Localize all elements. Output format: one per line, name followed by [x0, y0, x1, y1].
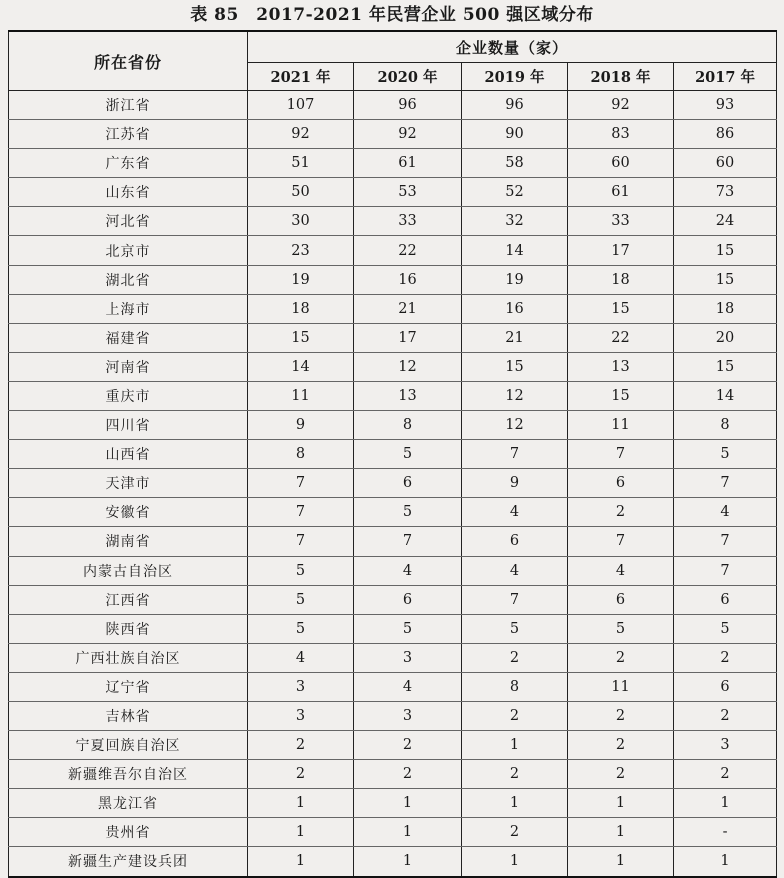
value-cell: 6	[354, 469, 462, 498]
value-cell: 52	[462, 178, 568, 207]
value-cell: 7	[568, 440, 674, 469]
table-row	[9, 498, 777, 527]
value-cell: 3	[248, 701, 354, 730]
value-cell: 14	[248, 352, 354, 381]
value-cell: 12	[462, 381, 568, 410]
value-cell: 92	[354, 120, 462, 149]
year-header-2020: 2020 年	[354, 63, 462, 91]
value-cell: 8	[674, 411, 777, 440]
province-cell: 新疆生产建设兵团	[9, 847, 248, 877]
table-row	[9, 818, 777, 847]
value-cell: 2	[674, 643, 777, 672]
header-row-group	[9, 31, 777, 63]
value-cell: 2	[462, 701, 568, 730]
value-cell: 2	[674, 701, 777, 730]
province-column-header: 所在省份	[9, 31, 248, 91]
value-cell: 3	[674, 731, 777, 760]
value-cell: 51	[248, 149, 354, 178]
province-cell: 河北省	[9, 207, 248, 236]
value-cell: 1	[568, 789, 674, 818]
value-cell: 17	[568, 236, 674, 265]
value-cell: 22	[568, 323, 674, 352]
table-row	[9, 614, 777, 643]
value-cell: 15	[568, 294, 674, 323]
value-cell: 8	[462, 672, 568, 701]
province-cell: 江苏省	[9, 120, 248, 149]
value-cell: 11	[248, 381, 354, 410]
value-cell: 5	[248, 556, 354, 585]
province-cell: 内蒙古自治区	[9, 556, 248, 585]
value-cell: 23	[248, 236, 354, 265]
province-cell: 福建省	[9, 323, 248, 352]
table-row	[9, 352, 777, 381]
value-cell: 2	[568, 498, 674, 527]
value-cell: 5	[462, 614, 568, 643]
value-cell: 5	[354, 614, 462, 643]
province-cell: 广东省	[9, 149, 248, 178]
value-cell: 2	[674, 760, 777, 789]
value-cell: 1	[354, 789, 462, 818]
province-cell: 吉林省	[9, 701, 248, 730]
year-header-2021: 2021 年	[248, 63, 354, 91]
enterprise-count-group-header: 企业数量（家）	[248, 31, 777, 63]
table-row	[9, 411, 777, 440]
value-cell: 1	[248, 789, 354, 818]
province-cell: 湖北省	[9, 265, 248, 294]
province-cell: 山西省	[9, 440, 248, 469]
value-cell: 4	[462, 498, 568, 527]
value-cell: 4	[248, 643, 354, 672]
year-header-2018: 2018 年	[568, 63, 674, 91]
value-cell: 5	[674, 614, 777, 643]
province-cell: 湖南省	[9, 527, 248, 556]
province-cell: 黑龙江省	[9, 789, 248, 818]
value-cell: 96	[354, 91, 462, 120]
value-cell: 15	[674, 236, 777, 265]
table-row	[9, 323, 777, 352]
table-row	[9, 760, 777, 789]
value-cell: 6	[354, 585, 462, 614]
value-cell: 1	[568, 847, 674, 877]
table-row	[9, 236, 777, 265]
value-cell: 3	[248, 672, 354, 701]
value-cell: 19	[462, 265, 568, 294]
value-cell: 16	[462, 294, 568, 323]
value-cell: 9	[462, 469, 568, 498]
value-cell: 1	[354, 847, 462, 877]
table-row	[9, 120, 777, 149]
value-cell: 93	[674, 91, 777, 120]
value-cell: 4	[462, 556, 568, 585]
value-cell: 92	[568, 91, 674, 120]
value-cell: 15	[674, 352, 777, 381]
value-cell: 14	[674, 381, 777, 410]
value-cell: 8	[248, 440, 354, 469]
value-cell: 17	[354, 323, 462, 352]
value-cell: 24	[674, 207, 777, 236]
value-cell: 7	[674, 527, 777, 556]
province-cell: 江西省	[9, 585, 248, 614]
value-cell: 18	[674, 294, 777, 323]
value-cell: 2	[568, 643, 674, 672]
value-cell: 1	[354, 818, 462, 847]
value-cell: 5	[248, 585, 354, 614]
province-cell: 辽宁省	[9, 672, 248, 701]
table-row	[9, 847, 777, 877]
enterprise-distribution-table	[8, 30, 777, 878]
value-cell: 1	[674, 847, 777, 877]
value-cell: 60	[674, 149, 777, 178]
table-row	[9, 672, 777, 701]
value-cell: 19	[248, 265, 354, 294]
province-cell: 浙江省	[9, 91, 248, 120]
value-cell: 1	[248, 847, 354, 877]
value-cell: 6	[462, 527, 568, 556]
province-cell: 宁夏回族自治区	[9, 731, 248, 760]
value-cell: 2	[462, 818, 568, 847]
table-row	[9, 178, 777, 207]
table-row	[9, 265, 777, 294]
value-cell: 1	[462, 789, 568, 818]
value-cell: 86	[674, 120, 777, 149]
value-cell: 5	[568, 614, 674, 643]
value-cell: 4	[354, 672, 462, 701]
value-cell: 33	[568, 207, 674, 236]
value-cell: 21	[354, 294, 462, 323]
value-cell: 7	[248, 469, 354, 498]
value-cell: 6	[568, 585, 674, 614]
table-row	[9, 556, 777, 585]
value-cell: 53	[354, 178, 462, 207]
value-cell: 6	[674, 585, 777, 614]
value-cell: 2	[248, 731, 354, 760]
value-cell: 4	[674, 498, 777, 527]
value-cell: 15	[674, 265, 777, 294]
value-cell: 30	[248, 207, 354, 236]
value-cell: 6	[674, 672, 777, 701]
table-row	[9, 731, 777, 760]
table-row	[9, 294, 777, 323]
value-cell: 96	[462, 91, 568, 120]
value-cell: 4	[568, 556, 674, 585]
value-cell: 1	[462, 847, 568, 877]
value-cell: 7	[462, 440, 568, 469]
value-cell: 15	[462, 352, 568, 381]
value-cell: 5	[354, 498, 462, 527]
table-row	[9, 789, 777, 818]
value-cell: 2	[568, 701, 674, 730]
value-cell: 12	[354, 352, 462, 381]
province-cell: 北京市	[9, 236, 248, 265]
province-cell: 陕西省	[9, 614, 248, 643]
table-header	[9, 31, 777, 91]
value-cell: 2	[462, 643, 568, 672]
value-cell: 7	[568, 527, 674, 556]
value-cell: 15	[248, 323, 354, 352]
province-cell: 新疆维吾尔自治区	[9, 760, 248, 789]
value-cell: 61	[354, 149, 462, 178]
value-cell: 6	[568, 469, 674, 498]
table-row	[9, 585, 777, 614]
province-cell: 四川省	[9, 411, 248, 440]
year-header-2017: 2017 年	[674, 63, 777, 91]
province-cell: 上海市	[9, 294, 248, 323]
value-cell: 58	[462, 149, 568, 178]
value-cell: 7	[674, 469, 777, 498]
value-cell: 33	[354, 207, 462, 236]
value-cell: 20	[674, 323, 777, 352]
value-cell: 3	[354, 643, 462, 672]
province-cell: 贵州省	[9, 818, 248, 847]
value-cell: 14	[462, 236, 568, 265]
value-cell: 2	[462, 760, 568, 789]
value-cell: 7	[248, 527, 354, 556]
value-cell: 2	[354, 760, 462, 789]
value-cell: 11	[568, 411, 674, 440]
value-cell: 12	[462, 411, 568, 440]
table-row	[9, 91, 777, 120]
value-cell: 15	[568, 381, 674, 410]
value-cell: 2	[568, 760, 674, 789]
value-cell: 73	[674, 178, 777, 207]
table-row	[9, 440, 777, 469]
value-cell: 83	[568, 120, 674, 149]
province-cell: 河南省	[9, 352, 248, 381]
value-cell: 21	[462, 323, 568, 352]
value-cell: 5	[354, 440, 462, 469]
year-header-2019: 2019 年	[462, 63, 568, 91]
value-cell: -	[674, 818, 777, 847]
province-cell: 山东省	[9, 178, 248, 207]
table-row	[9, 207, 777, 236]
value-cell: 7	[354, 527, 462, 556]
value-cell: 9	[248, 411, 354, 440]
value-cell: 1	[674, 789, 777, 818]
value-cell: 7	[674, 556, 777, 585]
province-cell: 安徽省	[9, 498, 248, 527]
value-cell: 11	[568, 672, 674, 701]
value-cell: 18	[248, 294, 354, 323]
value-cell: 4	[354, 556, 462, 585]
table-row	[9, 701, 777, 730]
province-cell: 重庆市	[9, 381, 248, 410]
value-cell: 5	[674, 440, 777, 469]
value-cell: 2	[568, 731, 674, 760]
value-cell: 13	[568, 352, 674, 381]
value-cell: 8	[354, 411, 462, 440]
value-cell: 7	[248, 498, 354, 527]
table-row	[9, 381, 777, 410]
value-cell: 13	[354, 381, 462, 410]
province-cell: 广西壮族自治区	[9, 643, 248, 672]
table-row	[9, 527, 777, 556]
value-cell: 92	[248, 120, 354, 149]
value-cell: 18	[568, 265, 674, 294]
value-cell: 7	[462, 585, 568, 614]
value-cell: 2	[354, 731, 462, 760]
value-cell: 1	[248, 818, 354, 847]
value-cell: 50	[248, 178, 354, 207]
table-body	[9, 91, 777, 877]
value-cell: 107	[248, 91, 354, 120]
value-cell: 2	[248, 760, 354, 789]
value-cell: 90	[462, 120, 568, 149]
value-cell: 1	[568, 818, 674, 847]
table-row	[9, 469, 777, 498]
value-cell: 22	[354, 236, 462, 265]
table-title: 表 85 2017-2021 年民营企业 500 强区域分布	[190, 5, 594, 25]
value-cell: 3	[354, 701, 462, 730]
value-cell: 32	[462, 207, 568, 236]
value-cell: 61	[568, 178, 674, 207]
table-row	[9, 643, 777, 672]
province-cell: 天津市	[9, 469, 248, 498]
value-cell: 1	[462, 731, 568, 760]
value-cell: 60	[568, 149, 674, 178]
table-row	[9, 149, 777, 178]
value-cell: 5	[248, 614, 354, 643]
value-cell: 16	[354, 265, 462, 294]
